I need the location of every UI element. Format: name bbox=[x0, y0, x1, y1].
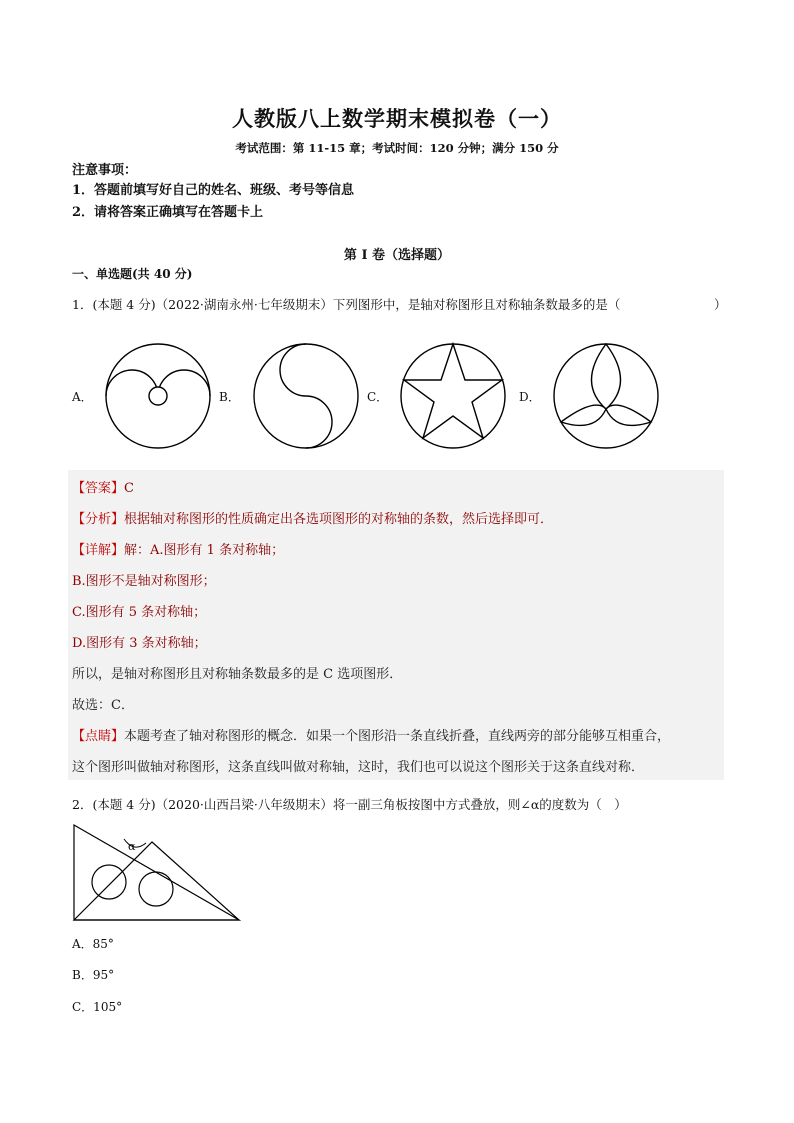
note-item: 2．请将答案正确填写在答题卡上 bbox=[72, 205, 264, 220]
detail-line-c: C.图形有 5 条对称轴； bbox=[72, 605, 207, 620]
option-b-label: B． bbox=[219, 390, 240, 404]
answer-tag: 【答案】 bbox=[72, 481, 125, 496]
figure-d bbox=[553, 343, 659, 449]
detail-tag: 【详解】 bbox=[72, 543, 125, 558]
notes-heading: 注意事项： bbox=[72, 163, 138, 178]
conclusion-line: 所以，是轴对称图形且对称轴条数最多的是 C 选项图形． bbox=[72, 667, 403, 682]
exam-info: 考试范围：第 11-15 章；考试时间：120 分钟；满分 150 分 bbox=[235, 141, 559, 155]
option-a-label: A． bbox=[72, 390, 93, 404]
section-title: 第 I 卷（选择题） bbox=[343, 248, 451, 263]
q1-stem: 1．(本题 4 分)（2022·湖南永州·七年级期末）下列图形中，是轴对称图形且对称轴条数最多的是（ bbox=[72, 297, 621, 312]
choice-line: 故选：C． bbox=[72, 698, 134, 713]
answer-value: C bbox=[124, 481, 134, 496]
analysis-tag: 【分析】 bbox=[72, 512, 125, 527]
choice-b: B．95° bbox=[72, 968, 115, 982]
page-title: 人教版八上数学期末模拟卷（一） bbox=[232, 106, 562, 131]
answer-line bbox=[72, 477, 134, 496]
analysis-text: 根据轴对称图形的性质确定出各选项图形的对称轴的条数，然后选择即可． bbox=[124, 512, 554, 527]
comment-line-2: 这个图形叫做轴对称图形，这条直线叫做对称轴，这时，我们也可以说这个图形关于这条直线对称． bbox=[72, 760, 645, 775]
comment-tag: 【点睛】 bbox=[72, 729, 125, 744]
analysis-line bbox=[72, 508, 553, 527]
part-title: 一、单选题(共 40 分) bbox=[72, 267, 193, 281]
detail-text: 解：A.图形有 1 条对称轴； bbox=[124, 543, 285, 558]
option-d-label: D． bbox=[519, 390, 541, 404]
figure-a bbox=[105, 343, 211, 449]
detail-line-b: B.图形不是轴对称图形； bbox=[72, 574, 216, 589]
q1-paren-close: ） bbox=[714, 297, 727, 312]
note-item: 1．答题前填写好自己的姓名、班级、考号等信息 bbox=[72, 183, 355, 198]
solution-box bbox=[68, 470, 724, 780]
option-c-label: C． bbox=[367, 390, 389, 404]
choice-a: A．85° bbox=[72, 937, 114, 951]
alpha-label: α bbox=[128, 840, 136, 853]
detail-line bbox=[72, 539, 284, 558]
comment-text: 本题考查了轴对称图形的概念．如果一个图形沿一条直线折叠，直线两旁的部分能够互相重合， bbox=[124, 729, 671, 744]
triangle-figure bbox=[74, 825, 240, 921]
comment-line bbox=[72, 725, 670, 744]
detail-line-d: D.图形有 3 条对称轴； bbox=[72, 636, 207, 651]
figure-c bbox=[400, 343, 506, 449]
figure-b bbox=[253, 343, 359, 449]
choice-c: C．105° bbox=[72, 1000, 123, 1014]
q2-stem: 2．(本题 4 分)（2020·山西吕梁·八年级期末）将一副三角板按图中方式叠放，则∠α的度数为（ ） bbox=[72, 797, 627, 812]
